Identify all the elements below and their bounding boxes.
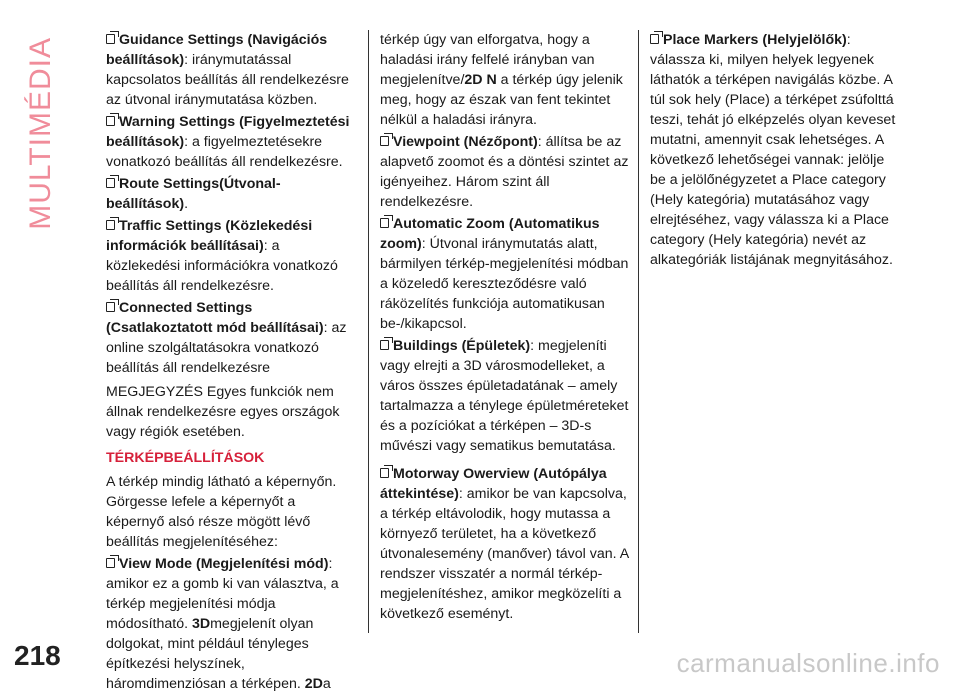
menu-item-description (380, 214, 630, 334)
checkbox-icon (650, 34, 659, 44)
checkbox-icon (106, 34, 115, 44)
item-text: : az online szolgáltatásokra vonatkozó beállítás áll rendelkezésre (106, 320, 347, 376)
item-title: Connected Settings (Csatlakoztatott mód beállításai) (106, 300, 324, 336)
section-label (8, 20, 74, 230)
item-text: : válassza ki, milyen helyek legyenek láthatók a térképen navigálás közbe. A túl sok hely (Place) a térképet zsúfolttá teszi, tehát jó elképzelés olyan keveset mutatni, amennyit csak lehetséges. A következő lehetőségei vannak: jelölje be a jelölőnégyzetet a Place category (Hely kategória) mutatásához vagy elrejtéséhez, vagy válassza ki a Place category (Hely kategória) nevét az alkategóriák listájának megnyitásához. (650, 32, 896, 268)
item-text: : a közlekedési információkra vonatkozó beállítás áll rendelkezésre. (106, 238, 338, 294)
menu-item-description (106, 554, 354, 694)
note-text: MEGJEGYZÉS Egyes funkciók nem állnak rendelkezésre egyes országok vagy régiók esetében. (106, 384, 340, 440)
item-title: Buildings (Épületek) (393, 338, 531, 354)
menu-item-description (650, 30, 900, 270)
column-2 (380, 30, 630, 626)
item-text: : a figyelmeztetésekre vonatkozó beállítás áll rendelkezésre. (106, 134, 343, 170)
checkbox-icon (106, 116, 115, 126)
menu-item-description (106, 216, 354, 296)
checkbox-icon (380, 218, 389, 228)
bold-term: 2D N (464, 72, 497, 88)
item-title: Traffic Settings (Közlekedési információk beállításai) (106, 218, 313, 254)
section-label-text: MULTIMÉDIA (24, 37, 57, 230)
item-title: Guidance Settings (Navigációs beállítások) (106, 32, 328, 68)
item-text: : amikor ez a gomb ki van választva, a térkép megjelenítési módja módosítható. (106, 556, 339, 632)
page-number: 218 (14, 640, 61, 671)
continuation-text (380, 30, 630, 130)
item-text: a térkép úgy jelenik meg, hogy az észak van fent tekintet nélkül a haladási irányra. (380, 72, 623, 128)
item-title: Place Markers (Helyjelölők) (663, 32, 847, 48)
checkbox-icon (106, 178, 115, 188)
intro-text: A térkép mindig látható a képernyőn. Görgesse lefele a képernyőt a képernyő alsó része mögött lévő beállítás megjelenítéséhez: (106, 474, 337, 550)
item-title: Motorway Owerview (Autópálya áttekintése) (380, 466, 607, 502)
column-divider (638, 30, 639, 633)
item-text: : állítsa be az alapvető zoomot és a döntési szintet az igényeihez. Három szint áll rendelkezésre. (380, 134, 629, 210)
menu-item-description (380, 464, 630, 624)
checkbox-icon (380, 340, 389, 350)
column-3 (650, 30, 900, 272)
item-text: : amikor be van kapcsolva, a térkép eltávolodik, hogy mutassa a környező területet, ha a következő útvonalesemény (manőver) távol van. A rendszer visszatér a normál térkép-megjelenítéshez, amikor megközelíti a következő eseményt. (380, 486, 629, 622)
item-title: Route Settings(Útvonal-beállítások) (106, 176, 281, 212)
checkbox-icon (380, 468, 389, 478)
checkbox-icon (106, 220, 115, 230)
item-text: : megjeleníti vagy elrejti a 3D városmodelleket, a város összes épületadatának – amely tartalmazza a ténylege épületméreteket és a pozíciókat a térképen – 3D-s művészi vagy sematikus bemutatása. (380, 338, 629, 454)
menu-item-description (380, 132, 630, 212)
checkbox-icon (380, 136, 389, 146)
item-title: Automatic Zoom (Automatikus zoom) (380, 216, 600, 252)
bold-term: 3D (191, 616, 211, 632)
menu-item-description (106, 174, 354, 214)
item-text: megjelenít olyan dolgokat, mint például tényleges építkezési helyszínek, háromdimenziósan a térképen. (106, 616, 314, 692)
column-divider (368, 30, 369, 633)
item-title: Viewpoint (Nézőpont) (393, 134, 538, 150)
item-text: : iránymutatással kapcsolatos beállítás áll rendelkezésre az útvonal iránymutatása közben. (106, 52, 349, 108)
item-title: View Mode (Megjelenítési mód) (119, 556, 329, 572)
checkbox-icon (106, 302, 115, 312)
column-1 (106, 30, 354, 696)
section-heading: TÉRKÉPBEÁLLÍTÁSOK (106, 450, 265, 466)
menu-item-description (106, 30, 354, 110)
watermark: carmanualsonline.info (676, 648, 940, 678)
menu-item-description (106, 112, 354, 172)
item-text: : Útvonal iránymutatás alatt, bármilyen térkép-megjelenítési módban a közeledő kereszteződésre való ráközelítés funkciója automatikusan be-/kikapcsol. (380, 236, 629, 332)
item-title: Warning Settings (Figyelmeztetési beállítások) (106, 114, 350, 150)
checkbox-icon (106, 558, 115, 568)
bold-term: 2D (304, 676, 323, 692)
item-text: . (184, 196, 189, 212)
item-text: a (322, 676, 331, 692)
menu-item-description (380, 336, 630, 456)
menu-item-description (106, 298, 354, 378)
item-text: térkép úgy van elforgatva, hogy a haladási irány felfelé irányban van megjelenítve/ (380, 32, 595, 88)
